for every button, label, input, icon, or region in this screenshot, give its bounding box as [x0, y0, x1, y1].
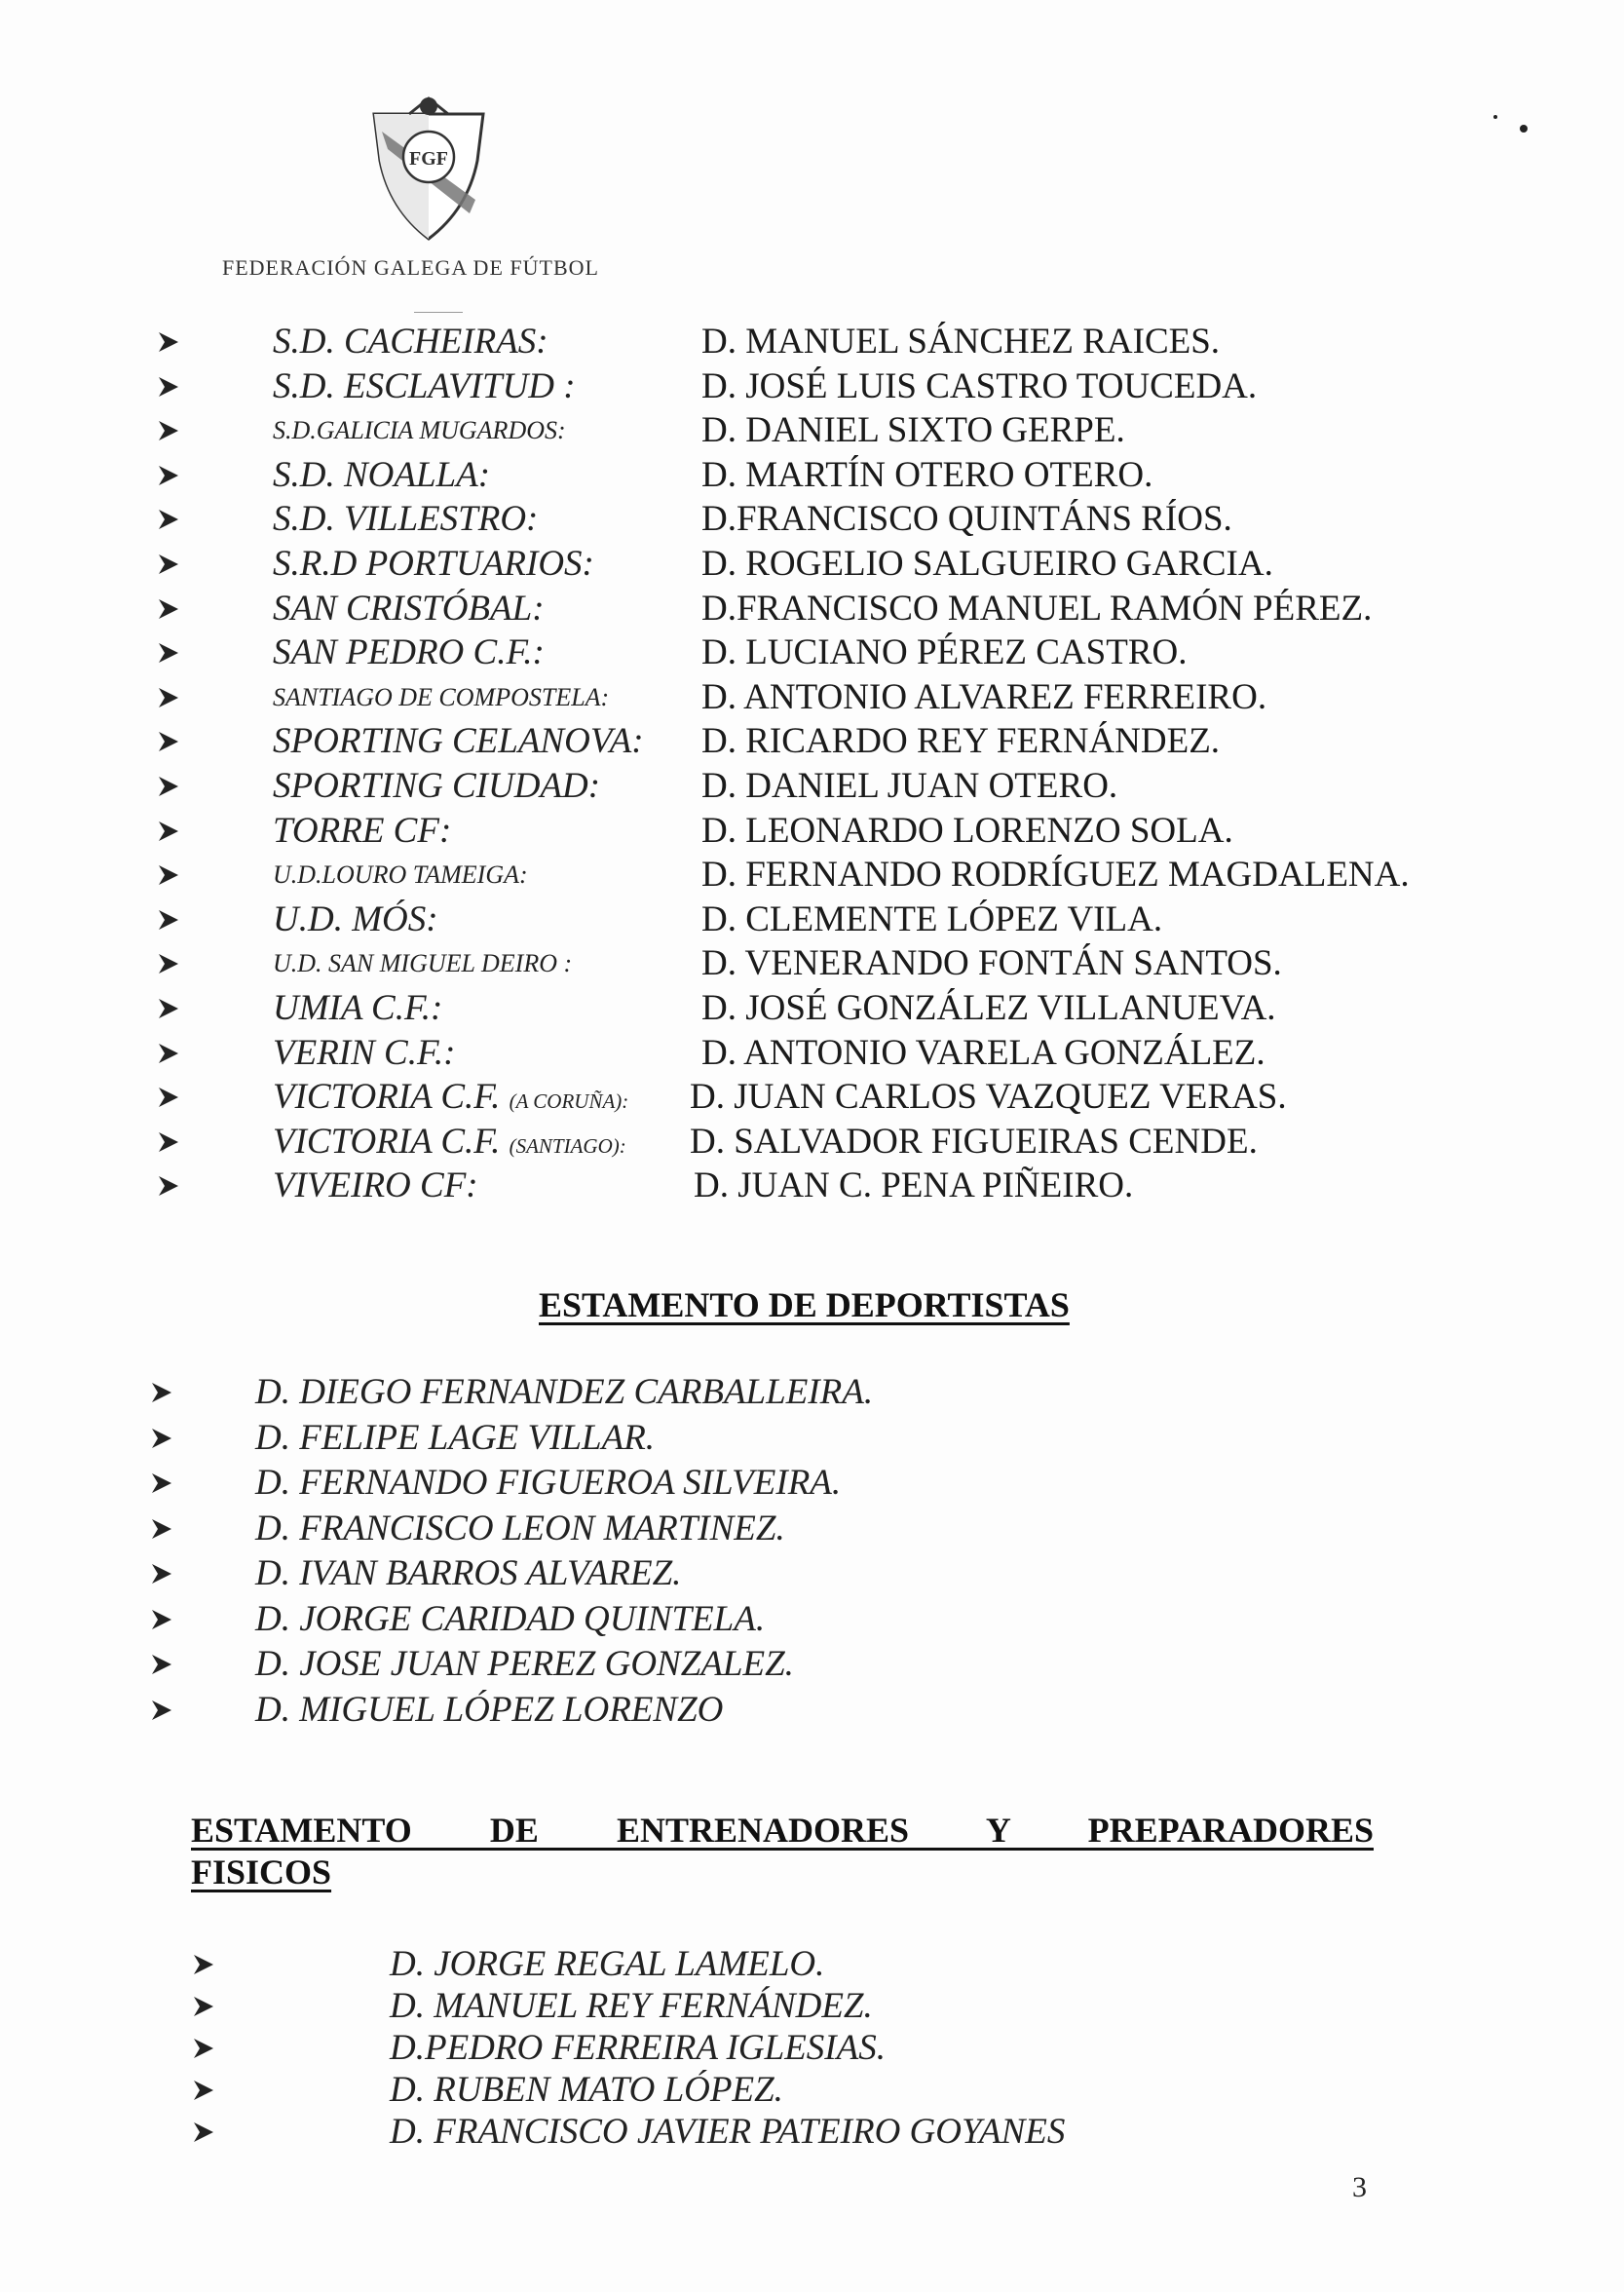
club-name: UMIA C.F.: — [273, 987, 443, 1028]
arrow-bullet-icon — [158, 731, 179, 752]
list-item — [0, 497, 1624, 542]
club-name: S.R.D PORTUARIOS: — [273, 543, 594, 584]
club-president: D. JOSÉ GONZÁLEZ VILLANUEVA. — [701, 987, 1276, 1028]
list-item — [0, 764, 1624, 809]
list-item — [0, 364, 1624, 409]
list-item — [0, 542, 1624, 587]
page-number: 3 — [1352, 2171, 1367, 2203]
arrow-bullet-icon — [151, 1472, 172, 1494]
arrow-bullet-icon — [158, 509, 179, 530]
list-item — [0, 1164, 1624, 1208]
club-president: D. JOSÉ LUIS CASTRO TOUCEDA. — [701, 365, 1258, 406]
arrow-bullet-icon — [158, 642, 179, 664]
club-name: SANTIAGO DE COMPOSTELA: — [273, 682, 610, 711]
club-name: U.D. SAN MIGUEL DEIRO : — [273, 949, 573, 978]
club-president: D. SALVADOR FIGUEIRAS CENDE. — [690, 1121, 1258, 1162]
arrow-bullet-icon — [158, 1131, 179, 1153]
arrow-bullet-icon — [158, 821, 179, 842]
scan-speck — [1520, 125, 1528, 133]
club-president: D.FRANCISCO MANUEL RAMÓN PÉREZ. — [701, 588, 1373, 629]
club-name: SAN PEDRO C.F.: — [273, 632, 545, 673]
club-president: D. LUCIANO PÉREZ CASTRO. — [701, 632, 1188, 673]
club-name: SPORTING CIUDAD: — [273, 765, 601, 806]
list-item — [0, 986, 1624, 1031]
arrow-bullet-icon — [158, 420, 179, 441]
arrow-bullet-icon — [151, 1654, 172, 1675]
person-name: D. FRANCISCO JAVIER PATEIRO GOYANES — [390, 2112, 1066, 2152]
arrow-bullet-icon — [193, 1954, 214, 1975]
club-name-text: VICTORIA C.F. — [273, 1121, 501, 1162]
club-qualifier: (A CORUÑA): — [509, 1089, 629, 1114]
arrow-bullet-icon — [151, 1700, 172, 1721]
arrow-bullet-icon — [151, 1609, 172, 1630]
list-item — [0, 2069, 1624, 2111]
club-president: D. VENERANDO FONTÁN SANTOS. — [701, 943, 1282, 984]
list-item — [0, 1642, 1624, 1688]
club-president: D. ANTONIO ALVAREZ FERREIRO. — [701, 676, 1267, 717]
arrow-bullet-icon — [193, 2038, 214, 2059]
list-item — [0, 675, 1624, 720]
list-item — [0, 853, 1624, 898]
arrow-bullet-icon — [158, 376, 179, 398]
list-item — [0, 453, 1624, 498]
arrow-bullet-icon — [151, 1563, 172, 1585]
club-name: SAN CRISTÓBAL: — [273, 588, 545, 629]
club-name: SPORTING CELANOVA: — [273, 721, 644, 762]
club-name: U.D.LOURO TAMEIGA: — [273, 860, 528, 890]
club-president: D. RICARDO REY FERNÁNDEZ. — [701, 721, 1221, 762]
arrow-bullet-icon — [193, 1996, 214, 2017]
arrow-bullet-icon — [158, 953, 179, 974]
person-name: D. FELIPE LAGE VILLAR. — [255, 1417, 656, 1458]
person-name: D. FRANCISCO LEON MARTINEZ. — [255, 1508, 785, 1548]
club-president: D. DANIEL JUAN OTERO. — [701, 765, 1118, 806]
club-president: D. JUAN C. PENA PIÑEIRO. — [694, 1165, 1134, 1206]
logo-monogram: FGF — [409, 148, 448, 170]
club-name: S.D. NOALLA: — [273, 454, 491, 495]
person-name: D. MANUEL REY FERNÁNDEZ. — [390, 1986, 873, 2026]
list-item — [0, 1416, 1624, 1462]
list-item — [0, 320, 1624, 364]
list-item — [0, 719, 1624, 764]
person-name: D. IVAN BARROS ALVAREZ. — [255, 1553, 682, 1593]
club-president: D. CLEMENTE LÓPEZ VILA. — [701, 898, 1163, 939]
club-president: D. MARTÍN OTERO OTERO. — [701, 454, 1153, 495]
club-president: D. FERNANDO RODRÍGUEZ MAGDALENA. — [701, 855, 1410, 896]
list-item — [0, 1597, 1624, 1643]
person-name: D. JOSE JUAN PEREZ GONZALEZ. — [255, 1644, 794, 1684]
list-item — [0, 1031, 1624, 1076]
list-item — [0, 1551, 1624, 1597]
person-name: D. FERNANDO FIGUEROA SILVEIRA. — [255, 1463, 842, 1503]
arrow-bullet-icon — [193, 2080, 214, 2101]
arrow-bullet-icon — [151, 1518, 172, 1540]
entrenadores-list — [0, 1943, 1624, 2153]
club-president: D. LEONARDO LORENZO SOLA. — [701, 810, 1233, 851]
list-item — [0, 898, 1624, 942]
list-item — [0, 941, 1624, 986]
club-president: D. ROGELIO SALGUEIRO GARCIA. — [701, 543, 1273, 584]
club-name: VERIN C.F.: — [273, 1032, 456, 1073]
section-heading-entrenadores-cont: FISICOS — [191, 1853, 332, 1891]
list-item — [0, 1120, 1624, 1165]
list-item — [0, 809, 1624, 854]
list-item — [0, 1075, 1624, 1120]
club-president-list — [0, 320, 1624, 1208]
arrow-bullet-icon — [158, 554, 179, 575]
section-heading-entrenadores: ESTAMENTO DE ENTRENADORES Y PREPARADORES — [191, 1811, 1374, 1850]
club-name: TORRE CF: — [273, 810, 452, 851]
list-item — [0, 2111, 1624, 2153]
person-name: D. DIEGO FERNANDEZ CARBALLEIRA. — [255, 1372, 874, 1412]
person-name: D. RUBEN MATO LÓPEZ. — [390, 2070, 783, 2110]
section-heading-deportistas: ESTAMENTO DE DEPORTISTAS — [539, 1285, 1070, 1324]
arrow-bullet-icon — [158, 1087, 179, 1108]
list-item — [0, 1943, 1624, 1985]
club-president: D. JUAN CARLOS VAZQUEZ VERAS. — [690, 1077, 1287, 1118]
club-name — [273, 1075, 628, 1125]
list-item — [0, 1507, 1624, 1552]
arrow-bullet-icon — [151, 1428, 172, 1449]
header-rule — [414, 312, 463, 313]
club-qualifier: (SANTIAGO): — [509, 1133, 626, 1158]
club-name: U.D. MÓS: — [273, 898, 438, 939]
club-president: D. ANTONIO VARELA GONZÁLEZ. — [701, 1032, 1265, 1073]
deportistas-list — [0, 1370, 1624, 1733]
club-name-text: VICTORIA C.F. — [273, 1077, 501, 1118]
arrow-bullet-icon — [158, 598, 179, 620]
arrow-bullet-icon — [158, 465, 179, 486]
arrow-bullet-icon — [151, 1382, 172, 1403]
club-name: S.D. VILLESTRO: — [273, 499, 539, 540]
list-item — [0, 1985, 1624, 2027]
list-item — [0, 630, 1624, 675]
federation-logo — [360, 93, 497, 248]
federation-name: FEDERACIÓN GALEGA DE FÚTBOL — [222, 255, 599, 280]
list-item — [0, 1461, 1624, 1507]
arrow-bullet-icon — [158, 776, 179, 797]
club-name: VIVEIRO CF: — [273, 1165, 478, 1206]
club-name: S.D. CACHEIRAS: — [273, 322, 548, 362]
person-name: D. JORGE CARIDAD QUINTELA. — [255, 1598, 766, 1639]
arrow-bullet-icon — [158, 687, 179, 708]
club-president: D. MANUEL SÁNCHEZ RAICES. — [701, 322, 1221, 362]
person-name: D. JORGE REGAL LAMELO. — [390, 1944, 825, 1984]
arrow-bullet-icon — [158, 864, 179, 886]
person-name: D. MIGUEL LÓPEZ LORENZO — [255, 1689, 724, 1730]
list-item — [0, 408, 1624, 453]
list-item — [0, 1370, 1624, 1416]
club-name: S.D. ESCLAVITUD : — [273, 365, 576, 406]
arrow-bullet-icon — [158, 998, 179, 1019]
scan-speck — [1493, 115, 1497, 119]
list-item — [0, 587, 1624, 631]
club-president: D.FRANCISCO QUINTÁNS RÍOS. — [701, 499, 1232, 540]
list-item — [0, 2027, 1624, 2069]
arrow-bullet-icon — [158, 1043, 179, 1064]
club-name — [273, 1120, 626, 1169]
arrow-bullet-icon — [158, 331, 179, 353]
person-name: D.PEDRO FERREIRA IGLESIAS. — [390, 2028, 886, 2068]
arrow-bullet-icon — [158, 1175, 179, 1197]
list-item — [0, 1688, 1624, 1734]
club-name: S.D.GALICIA MUGARDOS: — [273, 416, 566, 445]
arrow-bullet-icon — [158, 909, 179, 931]
club-president: D. DANIEL SIXTO GERPE. — [701, 410, 1125, 451]
arrow-bullet-icon — [193, 2121, 214, 2143]
